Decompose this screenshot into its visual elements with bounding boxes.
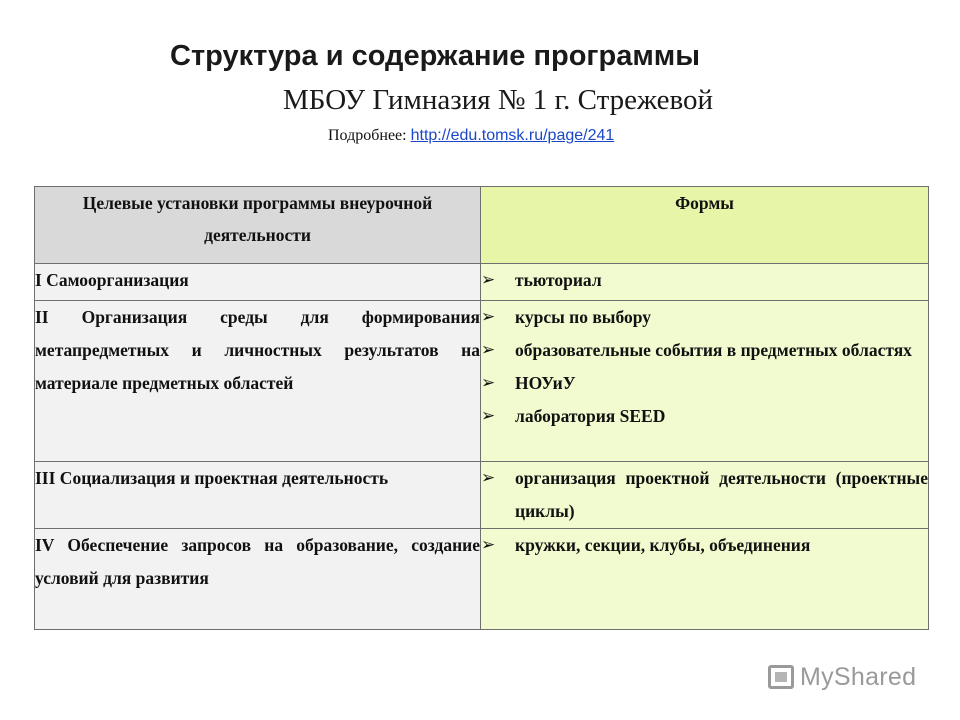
table-row — [35, 301, 929, 462]
list-item: ➢ лаборатория SEED — [481, 400, 928, 433]
arrow-bullet-icon: ➢ — [481, 468, 496, 488]
goal-cell: I Самоорганизация — [35, 264, 481, 301]
table-header-row — [35, 187, 929, 264]
column-header-goals: Целевые установки программы внеурочной деятельности — [35, 187, 481, 264]
forms-cell — [481, 264, 929, 301]
watermark-logo — [768, 660, 938, 694]
arrow-bullet-icon: ➢ — [481, 406, 496, 426]
forms-cell — [481, 529, 929, 630]
list-item: ➢ образовательные события в предметных областях — [481, 334, 928, 367]
watermark-text: MyShared — [800, 662, 917, 691]
forms-cell — [481, 462, 929, 529]
more-info — [328, 127, 614, 145]
presentation-icon — [768, 665, 794, 689]
goal-cell: III Социализация и проектная деятельность — [35, 462, 481, 529]
more-label: Подробнее: — [328, 127, 407, 144]
arrow-bullet-icon: ➢ — [481, 373, 496, 393]
page-title: Структура и содержание программы — [170, 40, 701, 72]
list-item: ➢ тьюториал — [481, 264, 928, 297]
list-item: ➢ курсы по выбору — [481, 301, 928, 334]
table-row — [35, 462, 929, 529]
goal-cell: II Организация среды для формирования метапредметных и личностных результатов на материале предметных областей — [35, 301, 481, 462]
column-header-forms: Формы — [481, 187, 929, 264]
arrow-bullet-icon: ➢ — [481, 535, 496, 555]
table-row — [35, 529, 929, 630]
list-item: ➢ НОУиУ — [481, 367, 928, 400]
program-table — [34, 186, 929, 630]
table-row — [35, 264, 929, 301]
arrow-bullet-icon: ➢ — [481, 307, 496, 327]
arrow-bullet-icon: ➢ — [481, 270, 496, 290]
page-subtitle: МБОУ Гимназия № 1 г. Стрежевой — [283, 84, 714, 116]
arrow-bullet-icon: ➢ — [481, 340, 496, 360]
goal-cell: IV Обеспечение запросов на образование, создание условий для развития — [35, 529, 481, 630]
list-item: ➢ кружки, секции, клубы, объединения — [481, 529, 928, 562]
list-item: ➢ организация проектной деятельности (проектные циклы) — [481, 462, 928, 528]
more-link[interactable]: http://edu.tomsk.ru/page/241 — [410, 127, 615, 144]
forms-cell — [481, 301, 929, 462]
